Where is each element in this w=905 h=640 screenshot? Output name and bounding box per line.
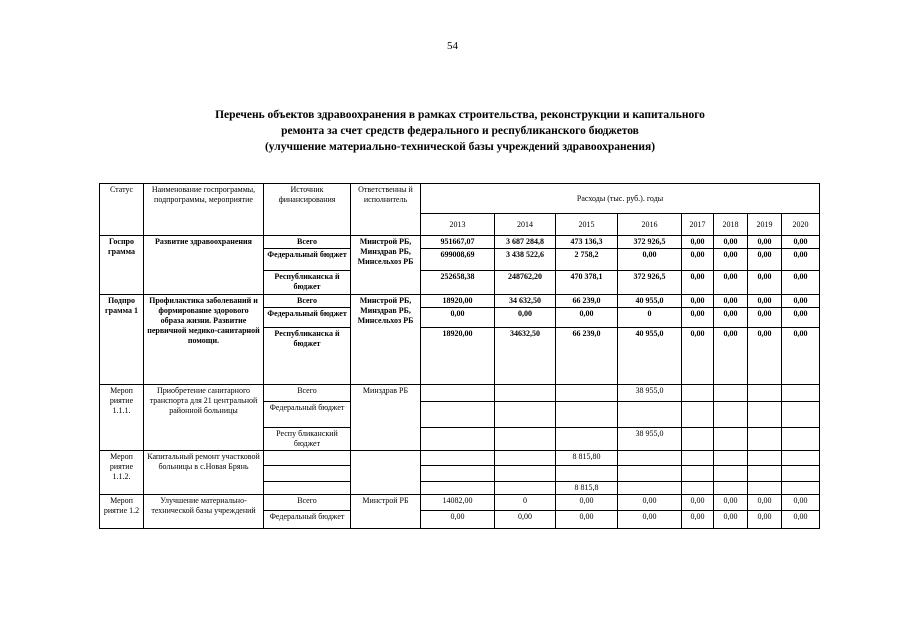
value-cell: 372 926,5 <box>618 271 682 295</box>
source-cell: Республиканска й бюджет <box>264 271 351 295</box>
value-cell <box>714 482 748 495</box>
responsible-cell <box>351 451 421 495</box>
value-cell: 0,00 <box>748 249 782 271</box>
value-cell <box>682 482 714 495</box>
header-status: Статус <box>100 184 144 236</box>
value-cell: 0,00 <box>682 495 714 511</box>
value-cell <box>618 451 682 466</box>
value-cell: 0,00 <box>714 511 748 529</box>
value-cell: 40 955,0 <box>618 295 682 308</box>
source-cell: Республиканска й бюджет <box>264 328 351 385</box>
value-cell: 0,00 <box>556 308 618 328</box>
value-cell: 0,00 <box>618 495 682 511</box>
status-cell: Подпро грамма 1 <box>100 295 144 385</box>
source-cell: Всего <box>264 295 351 308</box>
value-cell <box>782 482 820 495</box>
source-cell: Всего <box>264 385 351 402</box>
table-row <box>100 495 820 511</box>
value-cell <box>495 402 556 428</box>
source-cell: Федеральный бюджет <box>264 402 351 428</box>
responsible-cell: Минстрой РБ, Минздрав РБ, Минсельхоз РБ <box>351 295 421 385</box>
value-cell: 0,00 <box>682 308 714 328</box>
value-cell: 0,00 <box>782 236 820 249</box>
value-cell <box>421 482 495 495</box>
value-cell <box>421 385 495 402</box>
source-cell: Федеральный бюджет <box>264 308 351 328</box>
value-cell: 0,00 <box>714 271 748 295</box>
value-cell: 0,00 <box>714 236 748 249</box>
value-cell <box>748 428 782 451</box>
value-cell: 0,00 <box>748 511 782 529</box>
value-cell: 0,00 <box>682 328 714 385</box>
value-cell: 470 378,1 <box>556 271 618 295</box>
source-cell: Федеральный бюджет <box>264 249 351 271</box>
value-cell <box>714 385 748 402</box>
value-cell: 8 815,8 <box>556 482 618 495</box>
source-cell: Всего <box>264 236 351 249</box>
value-cell <box>782 385 820 402</box>
value-cell: 18920,00 <box>421 295 495 308</box>
source-cell: Федеральный бюджет <box>264 511 351 529</box>
value-cell: 0,00 <box>782 511 820 529</box>
value-cell: 18920,00 <box>421 328 495 385</box>
value-cell <box>782 466 820 482</box>
source-cell: Респу бликанский бюджет <box>264 428 351 451</box>
source-cell <box>264 451 351 466</box>
source-cell: Всего <box>264 495 351 511</box>
value-cell: 0,00 <box>748 295 782 308</box>
value-cell: 0,00 <box>556 511 618 529</box>
value-cell: 34 632,50 <box>495 295 556 308</box>
value-cell: 0 <box>495 495 556 511</box>
value-cell: 0,00 <box>495 511 556 529</box>
value-cell: 0,00 <box>782 308 820 328</box>
value-cell <box>556 385 618 402</box>
value-cell: 473 136,3 <box>556 236 618 249</box>
value-cell: 0,00 <box>748 271 782 295</box>
value-cell: 34632,50 <box>495 328 556 385</box>
title-line-3: (улучшение материально-технической базы учреждений здравоохранения) <box>264 141 656 153</box>
status-cell: Мероп риятие 1.1.1. <box>100 385 144 451</box>
value-cell <box>714 428 748 451</box>
value-cell <box>495 451 556 466</box>
item-name-cell: Развитие здравоохранения <box>144 236 264 295</box>
value-cell <box>748 466 782 482</box>
page-number: 54 <box>447 40 458 52</box>
responsible-cell: Минстрой РБ, Минздрав РБ, Минсельхоз РБ <box>351 236 421 295</box>
value-cell <box>495 385 556 402</box>
value-cell <box>782 402 820 428</box>
header-source: Источник финансирования <box>264 184 351 236</box>
objects-table <box>99 183 820 529</box>
value-cell: 0,00 <box>421 511 495 529</box>
value-cell: 0,00 <box>421 308 495 328</box>
header-name: Наименование госпрограммы, подпрограммы, мероприятие <box>144 184 264 236</box>
value-cell: 0 <box>618 308 682 328</box>
value-cell <box>682 451 714 466</box>
document-title <box>100 107 820 155</box>
value-cell: 0,00 <box>556 495 618 511</box>
value-cell: 0,00 <box>748 328 782 385</box>
value-cell: 372 926,5 <box>618 236 682 249</box>
status-cell: Мероп риятие 1.1.2. <box>100 451 144 495</box>
source-cell <box>264 482 351 495</box>
value-cell: 0,00 <box>748 495 782 511</box>
year-header: 2016 <box>618 214 682 236</box>
value-cell: 699008,69 <box>421 249 495 271</box>
value-cell: 0,00 <box>714 249 748 271</box>
value-cell <box>618 402 682 428</box>
year-header: 2015 <box>556 214 618 236</box>
value-cell: 0,00 <box>782 295 820 308</box>
item-name-cell: Приобретение санитарного транспорта для 21 центральной районной больницы <box>144 385 264 451</box>
header-expenses: Расходы (тыс. руб.). годы <box>421 184 820 214</box>
value-cell <box>556 402 618 428</box>
header-responsible: Ответственны й исполнитель <box>351 184 421 236</box>
value-cell: 0,00 <box>682 271 714 295</box>
value-cell <box>495 428 556 451</box>
value-cell <box>421 451 495 466</box>
value-cell: 0,00 <box>618 249 682 271</box>
item-name-cell: Улучшение материально-технической базы учреждений <box>144 495 264 529</box>
value-cell: 66 239,0 <box>556 295 618 308</box>
value-cell: 0,00 <box>714 495 748 511</box>
value-cell: 38 955,0 <box>618 385 682 402</box>
value-cell <box>748 451 782 466</box>
table-row <box>100 385 820 402</box>
year-header: 2020 <box>782 214 820 236</box>
value-cell <box>714 466 748 482</box>
value-cell <box>748 385 782 402</box>
value-cell: 0,00 <box>682 236 714 249</box>
table-body <box>100 236 820 529</box>
table-row <box>100 451 820 466</box>
year-header: 2014 <box>495 214 556 236</box>
value-cell: 0,00 <box>782 271 820 295</box>
value-cell <box>495 466 556 482</box>
value-cell: 248762,20 <box>495 271 556 295</box>
value-cell <box>421 466 495 482</box>
value-cell: 0,00 <box>782 495 820 511</box>
value-cell: 0,00 <box>618 511 682 529</box>
value-cell: 0,00 <box>495 308 556 328</box>
value-cell: 0,00 <box>748 308 782 328</box>
year-header: 2017 <box>682 214 714 236</box>
item-name-cell: Капитальный ремонт участковой больницы в с.Новая Брянь <box>144 451 264 495</box>
value-cell <box>556 428 618 451</box>
value-cell <box>556 466 618 482</box>
value-cell: 38 955,0 <box>618 428 682 451</box>
value-cell <box>748 402 782 428</box>
value-cell: 40 955,0 <box>618 328 682 385</box>
value-cell: 0,00 <box>682 295 714 308</box>
value-cell <box>682 385 714 402</box>
value-cell <box>421 428 495 451</box>
value-cell <box>682 466 714 482</box>
value-cell <box>782 428 820 451</box>
year-header: 2013 <box>421 214 495 236</box>
responsible-cell: Минстрой РБ <box>351 495 421 529</box>
value-cell: 3 687 284,8 <box>495 236 556 249</box>
value-cell: 0,00 <box>682 511 714 529</box>
title-line-1: Перечень объектов здравоохранения в рамках строительства, реконструкции и капитального <box>215 109 705 121</box>
status-cell: Госпро грамма <box>100 236 144 295</box>
year-header: 2018 <box>714 214 748 236</box>
value-cell <box>618 482 682 495</box>
title-line-2: ремонта за счет средств федерального и республиканского бюджетов <box>281 125 639 137</box>
value-cell: 2 758,2 <box>556 249 618 271</box>
value-cell: 8 815,80 <box>556 451 618 466</box>
value-cell <box>714 402 748 428</box>
table-row <box>100 236 820 249</box>
responsible-cell: Минздрав РБ <box>351 385 421 451</box>
value-cell <box>421 402 495 428</box>
value-cell: 0,00 <box>782 328 820 385</box>
status-cell: Мероп риятие 1.2 <box>100 495 144 529</box>
value-cell: 0,00 <box>782 249 820 271</box>
value-cell <box>714 451 748 466</box>
value-cell <box>495 482 556 495</box>
value-cell: 252658,38 <box>421 271 495 295</box>
value-cell: 0,00 <box>748 236 782 249</box>
source-cell <box>264 466 351 482</box>
value-cell: 0,00 <box>714 295 748 308</box>
value-cell: 3 438 522,6 <box>495 249 556 271</box>
value-cell: 0,00 <box>714 308 748 328</box>
value-cell: 14082,00 <box>421 495 495 511</box>
value-cell <box>618 466 682 482</box>
value-cell <box>782 451 820 466</box>
value-cell <box>682 428 714 451</box>
value-cell: 951667,07 <box>421 236 495 249</box>
value-cell <box>748 482 782 495</box>
value-cell: 0,00 <box>682 249 714 271</box>
value-cell: 0,00 <box>714 328 748 385</box>
year-header: 2019 <box>748 214 782 236</box>
item-name-cell: Профилактика заболеваний и формирование здорового образа жизни. Развитие первичной медико-санитарной помощи. <box>144 295 264 385</box>
table-row <box>100 295 820 308</box>
value-cell: 66 239,0 <box>556 328 618 385</box>
value-cell <box>682 402 714 428</box>
